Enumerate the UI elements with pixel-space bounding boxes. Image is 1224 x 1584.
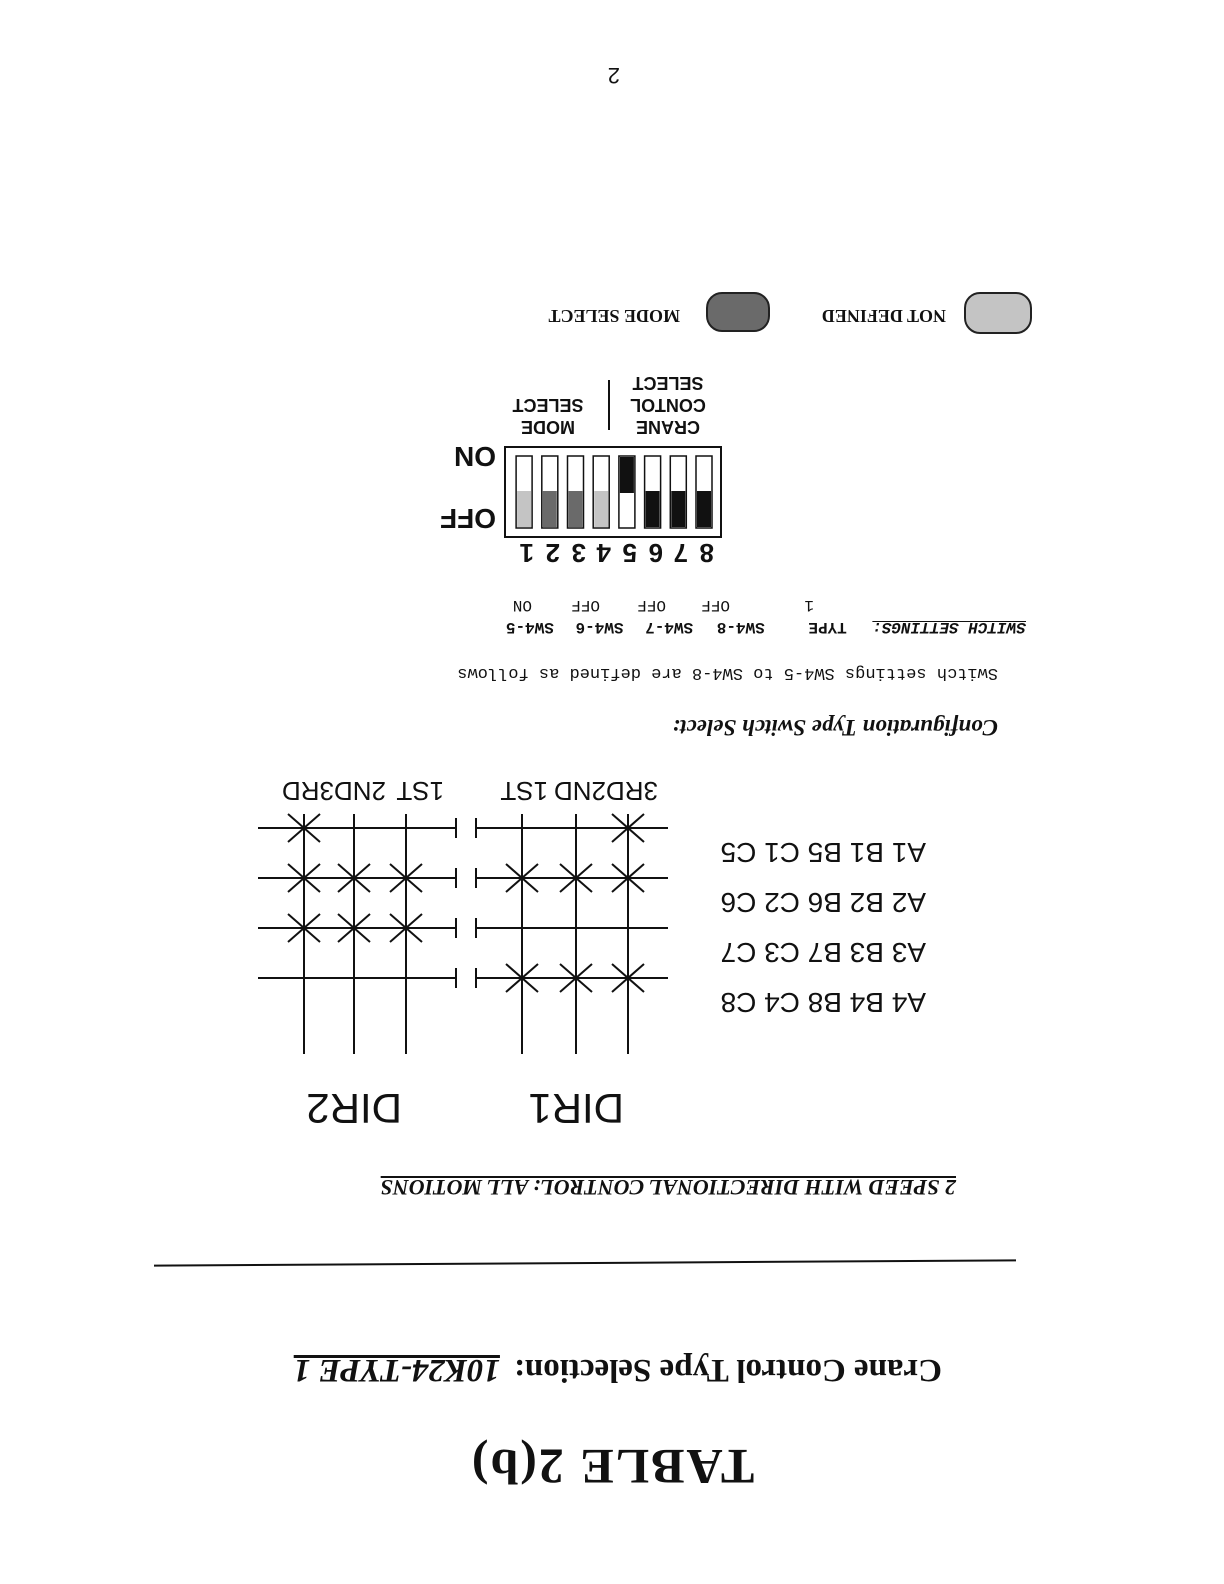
dir1-col-3rd: 3RD bbox=[605, 776, 658, 806]
dip-lever bbox=[569, 491, 583, 527]
settings-value-sw4-6: OFF bbox=[571, 596, 600, 614]
caption-line: MODE bbox=[521, 417, 575, 437]
not-defined-swatch bbox=[964, 292, 1032, 334]
dip-number: 8 bbox=[699, 538, 714, 568]
dip-number: 1 bbox=[519, 538, 534, 568]
dip-on-label: ON bbox=[454, 441, 496, 472]
dip-lever bbox=[620, 457, 634, 493]
dip-number: 3 bbox=[571, 538, 586, 568]
settings-value-sw4-7: OFF bbox=[637, 596, 666, 614]
settings-label: SWITCH SETTINGS: bbox=[872, 618, 1026, 636]
dip-number: 4 bbox=[596, 538, 611, 568]
dip-switch-frame bbox=[505, 447, 721, 537]
row-label: A4 B4 B8 C4 C8 bbox=[720, 987, 926, 1018]
switch-settings-header bbox=[506, 618, 1026, 636]
mode-select-label: MODE SELECT bbox=[548, 306, 680, 326]
subtitle-label: Crane Control Type Selection: bbox=[513, 1352, 942, 1388]
dip-lever bbox=[543, 491, 557, 527]
caption-divider bbox=[608, 380, 610, 430]
caption-line: CONTOL bbox=[630, 395, 706, 415]
crane-control-caption bbox=[612, 372, 724, 438]
page-number: 2 bbox=[607, 63, 620, 88]
dip-number: 5 bbox=[622, 538, 637, 568]
settings-col-sw4-7: SW4-7 bbox=[645, 618, 694, 636]
not-defined-label: NOT DEFINED bbox=[821, 306, 946, 326]
caption-line: SELECT bbox=[512, 395, 584, 415]
settings-value-type: 1 bbox=[804, 596, 814, 614]
page-title: TABLE 2(b) bbox=[469, 1439, 755, 1495]
dir2-col-2nd: 2ND bbox=[333, 776, 386, 806]
dip-lever bbox=[646, 491, 660, 527]
switch-description: Switch settings SW4-5 to SW4-8 are defined as follows bbox=[457, 663, 998, 682]
caption-line: SELECT bbox=[632, 373, 704, 393]
config-heading: Configuration Type Switch Select: bbox=[672, 715, 998, 740]
row-label: A3 B3 B7 C3 C7 bbox=[720, 937, 926, 968]
settings-col-sw4-8: SW4-8 bbox=[716, 618, 765, 636]
settings-col-sw4-6: SW4-6 bbox=[575, 618, 624, 636]
dip-number: 7 bbox=[673, 538, 688, 568]
row-label: A1 B1 B5 C1 C5 bbox=[720, 837, 926, 868]
settings-value-sw4-5: ON bbox=[512, 596, 532, 614]
dir1-col-1st: 1ST bbox=[500, 776, 548, 806]
dip-off-label: OFF bbox=[440, 503, 496, 534]
dip-lever bbox=[594, 491, 608, 527]
mode-select-swatch bbox=[706, 292, 770, 332]
dip-number: 2 bbox=[545, 538, 560, 568]
mode-select-caption bbox=[498, 394, 598, 438]
section-heading: 2 SPEED WITH DIRECTIONAL CONTROL: ALL MOTIONS bbox=[380, 1175, 956, 1200]
dip-lever bbox=[517, 491, 531, 527]
dir1-label: DIR1 bbox=[528, 1085, 624, 1132]
dip-lever bbox=[671, 491, 685, 527]
dir2-label: DIR2 bbox=[306, 1085, 402, 1132]
dir2-col-1st: 1ST bbox=[396, 776, 444, 806]
dip-number: 6 bbox=[648, 538, 663, 568]
settings-col-type: TYPE bbox=[808, 618, 847, 636]
settings-value-sw4-8: OFF bbox=[701, 596, 730, 614]
row-label: A2 B2 B6 C2 C6 bbox=[720, 887, 926, 918]
dip-lever bbox=[697, 491, 711, 527]
subtitle-code: 10K24-TYPE 1 bbox=[293, 1352, 500, 1388]
settings-col-sw4-5: SW4-5 bbox=[505, 618, 554, 636]
dir1-col-2nd: 2ND bbox=[553, 776, 606, 806]
caption-line: CRANE bbox=[636, 417, 701, 437]
dir2-col-3rd: 3RD bbox=[281, 776, 334, 806]
dip-switch bbox=[502, 442, 722, 538]
